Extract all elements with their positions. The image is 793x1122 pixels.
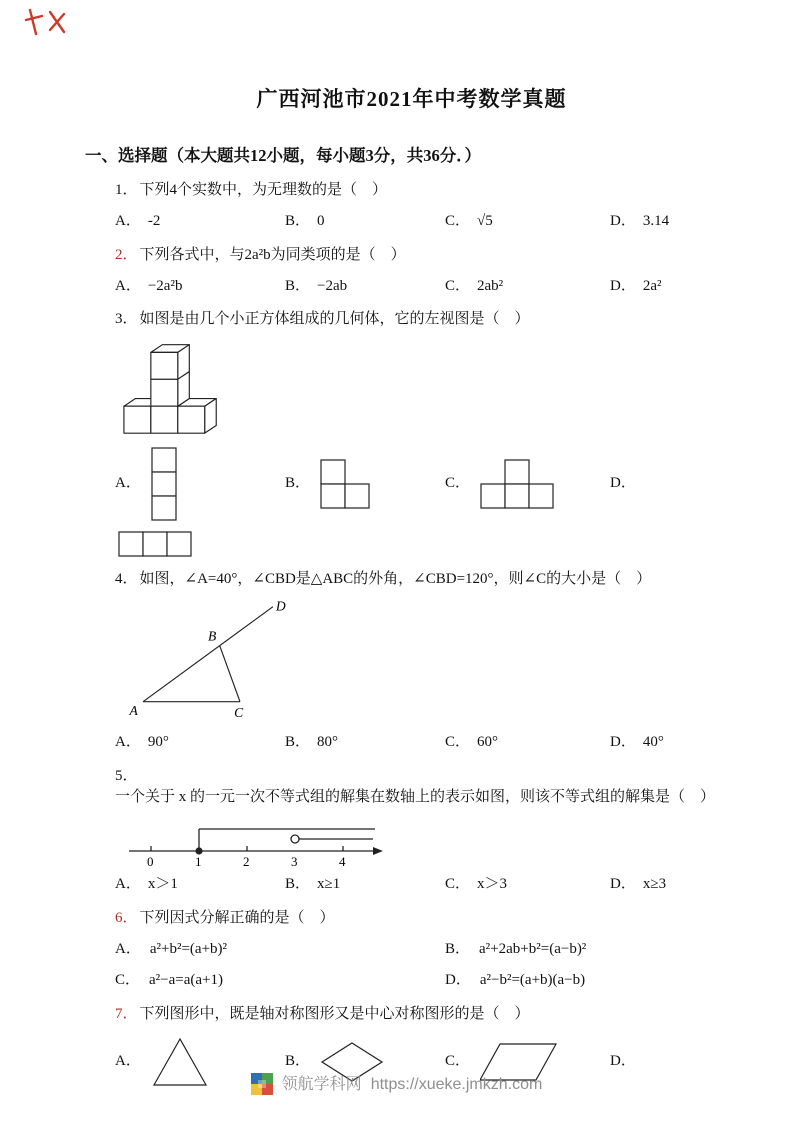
option-d: [610, 211, 738, 233]
option-label: A．: [115, 277, 141, 294]
axis-label-0: 0: [147, 854, 154, 870]
cube-solid-figure: [123, 337, 221, 437]
option-label: D．: [610, 475, 636, 492]
option-label: C．: [445, 213, 471, 230]
option-value: -2: [147, 213, 161, 230]
red-ink-marks: [22, 4, 70, 44]
axis-label-2: 2: [243, 854, 250, 870]
option-label: B．: [285, 733, 311, 750]
option-label: D．: [610, 1052, 636, 1069]
question-2-number: 2．: [115, 246, 138, 263]
option-d: [610, 1051, 738, 1073]
question-1: [85, 180, 738, 202]
option-label: B．: [445, 940, 471, 957]
option-d: [445, 970, 738, 992]
option-label: A．: [115, 1052, 141, 1069]
option-value: a²−b²=(a+b)(a−b): [479, 972, 586, 989]
option-label: A．: [115, 876, 141, 893]
question-3: [85, 309, 738, 331]
option-a: [115, 939, 445, 961]
option-c: [445, 276, 610, 298]
option-label: D．: [610, 733, 636, 750]
open-endpoint-circle: [291, 835, 299, 843]
question-3-text: 如图是由几个小正方体组成的几何体，它的左视图是（ ）: [139, 311, 530, 328]
question-3-number: 3．: [115, 311, 138, 328]
question-5-text: 一个关于 x 的一元一次不等式组的解集在数轴上的表示如图，则该不等式组的解集是（ ）: [115, 789, 716, 806]
option-label: C．: [445, 733, 471, 750]
question-6-text: 下列因式分解正确的是（ ）: [139, 909, 335, 926]
option-value: 40°: [642, 733, 664, 750]
footer-site-url: https://xueke.jmkzh.com: [370, 1075, 543, 1093]
question-6-options: [85, 939, 738, 993]
option-c: [115, 970, 445, 992]
option-d: [610, 874, 738, 896]
option-value: 60°: [477, 733, 499, 750]
option-value: x＞1: [147, 876, 178, 893]
option-value: 90°: [147, 733, 169, 750]
axis-label-4: 4: [339, 854, 346, 870]
question-7: [85, 1004, 738, 1026]
question-6-number: 6．: [115, 909, 138, 926]
vertex-label-d: D: [275, 598, 286, 614]
question-7-text: 下列图形中，既是轴对称图形又是中心对称图形的是（ ）: [139, 1006, 530, 1023]
option-value: 80°: [317, 733, 339, 750]
option-label: C．: [445, 876, 471, 893]
option-label: D．: [610, 277, 636, 294]
question-3-options: [85, 447, 738, 521]
option-label: C．: [445, 277, 471, 294]
view-option-a-figure: [151, 447, 177, 521]
option-value: −2a²b: [147, 277, 183, 294]
option-label: B．: [285, 277, 311, 294]
question-4-number: 4．: [115, 571, 138, 588]
question-4-text: 如图，∠A=40°，∠CBD是△ABC的外角，∠CBD=120°，则∠C的大小是（ ）: [139, 571, 652, 588]
option-value: √5: [477, 213, 493, 230]
option-value: 3.14: [642, 213, 670, 230]
question-5-number: 5．: [115, 767, 138, 784]
view-option-c-figure: [480, 459, 554, 509]
option-label: A．: [115, 940, 141, 957]
question-1-number: 1．: [115, 182, 138, 199]
numberline-figure: [123, 815, 391, 869]
option-c: [445, 459, 610, 509]
question-2-options: [85, 276, 738, 298]
option-b: [285, 211, 445, 233]
option-label: B．: [285, 876, 311, 893]
option-c: [445, 211, 610, 233]
exam-title: 广西河池市2021年中考数学真题: [256, 87, 567, 111]
triangle-figure: [123, 597, 293, 723]
option-label: A．: [115, 213, 141, 230]
option-label: C．: [445, 1052, 471, 1069]
axis-label-3: 3: [291, 854, 298, 870]
axis-label-1: 1: [195, 854, 202, 870]
option-value: x≥3: [642, 876, 667, 893]
red-ink-marks-drawing: [22, 4, 70, 44]
option-label: A．: [115, 733, 141, 750]
question-4-figure: [85, 597, 738, 723]
option-value: 0: [317, 213, 325, 230]
option-c: [445, 874, 610, 896]
option-d: [610, 732, 738, 754]
option-value: a²−a=a(a+1): [149, 972, 224, 989]
option-value: a²+b²=(a+b)²: [149, 940, 228, 957]
option-label: B．: [285, 1052, 311, 1069]
view-option-b-figure: [320, 459, 370, 509]
question-1-text: 下列4个实数中，为无理数的是（ ）: [139, 182, 388, 199]
option-b: [285, 732, 445, 754]
option-d: [610, 276, 738, 298]
option-label: B．: [285, 475, 311, 492]
option-label: C．: [115, 972, 141, 989]
view-option-d-figure: [118, 531, 192, 557]
option-label: D．: [610, 213, 636, 230]
question-3-figure: [85, 337, 738, 437]
option-a: [115, 276, 285, 298]
option-value: −2ab: [317, 277, 348, 294]
option-label: C．: [445, 475, 471, 492]
option-d: [610, 473, 738, 495]
option-b: [285, 459, 445, 509]
option-b: [285, 276, 445, 298]
option-a: [115, 732, 285, 754]
question-2: [85, 245, 738, 267]
vertex-label-a: A: [129, 703, 138, 719]
option-a: [115, 874, 285, 896]
option-label: A．: [115, 475, 141, 492]
vertex-label-b: B: [208, 628, 217, 644]
option-a: [115, 211, 285, 233]
option-value: 2a²: [642, 277, 662, 294]
option-value: x＞3: [477, 876, 508, 893]
question-1-options: [85, 211, 738, 233]
option-b: [445, 939, 738, 961]
question-7-number: 7．: [115, 1006, 138, 1023]
question-5: [85, 766, 738, 810]
option-b: [285, 874, 445, 896]
question-4-options: [85, 732, 738, 754]
option-value: x≥1: [317, 876, 341, 893]
site-logo-icon: [251, 1073, 273, 1095]
option-label: D．: [610, 876, 636, 893]
option-value: a²+2ab+b²=(a−b)²: [479, 940, 587, 957]
question-2-text: 下列各式中，与2a²b为同类项的是（ ）: [139, 246, 406, 263]
option-a: [115, 447, 285, 521]
option-value: 2ab²: [477, 277, 504, 294]
question-4: [85, 569, 738, 591]
section-heading: 一、选择题（本大题共12小题，每小题3分，共36分．）: [85, 146, 481, 166]
option-label: B．: [285, 213, 311, 230]
footer-site-name: 领航学科网: [281, 1075, 362, 1093]
question-3-option-d-figure-row: [85, 531, 738, 557]
question-6: [85, 908, 738, 930]
footer: [0, 1073, 793, 1096]
question-5-figure: [85, 815, 738, 869]
vertex-label-c: C: [234, 705, 244, 721]
option-c: [445, 732, 610, 754]
question-5-options: [85, 874, 738, 896]
option-label: D．: [445, 972, 471, 989]
